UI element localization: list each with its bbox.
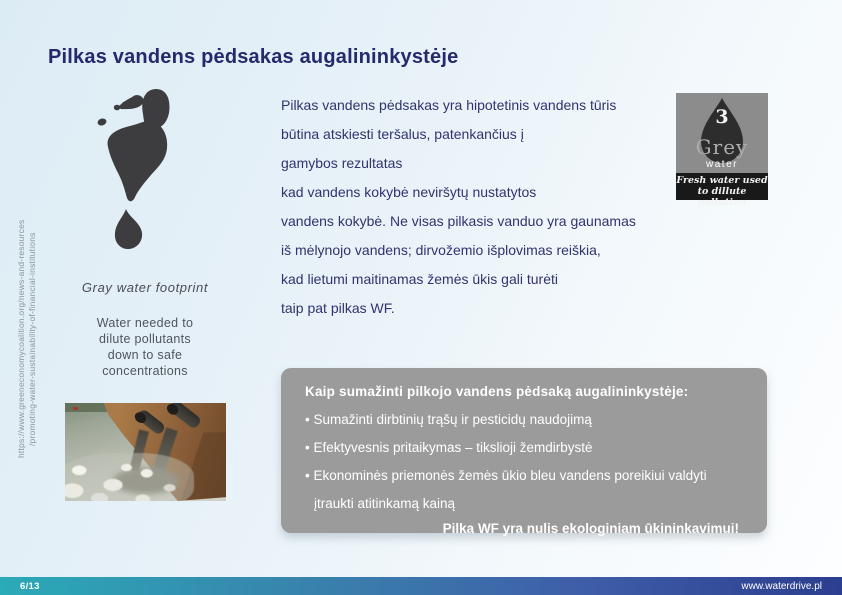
badge-grey-label: Grey	[695, 135, 749, 159]
paragraph-line: iš mėlynojo vandens; dirvožemio išplovimas reiškia,	[281, 242, 601, 258]
page-number: 6/13	[20, 580, 40, 592]
dilute-line: down to safe	[107, 348, 183, 362]
tips-bullet: • Sumažinti dirbtinių trąšų ir pesticidų naudojimą	[305, 412, 592, 427]
grey-water-badge-square	[676, 93, 768, 173]
paragraph-line: gamybos rezultatas	[281, 155, 403, 171]
badge-number: 3	[715, 106, 729, 128]
badge-caption-line: Fresh water used	[676, 175, 768, 186]
paragraph-line: Pilkas vandens pėdsakas yra hipotetinis vandens tūris	[281, 97, 617, 113]
footprint-icon	[88, 84, 203, 252]
dilute-line: concentrations	[102, 364, 188, 378]
tips-bullet-continuation: įtraukti atitinkamą kainą	[314, 496, 456, 511]
dilute-line: Water needed to	[96, 316, 194, 330]
badge-caption-line: to dillute pollution	[697, 186, 747, 208]
paragraph-line: vandens kokybė. Ne visas pilkasis vanduo yra gaunamas	[281, 213, 636, 229]
source-url[interactable]	[16, 163, 48, 515]
paragraph-line: taip pat pilkas WF.	[281, 300, 395, 316]
dilute-line: dilute pollutants	[99, 332, 191, 346]
paragraph-line: kad lietumi maitinamas žemės ūkis gali turėti	[281, 271, 558, 287]
tips-highlight: Pilka WF yra nulis ekologiniam ūkininkavimui!	[442, 521, 739, 536]
footer-bar	[0, 577, 842, 595]
dilute-note	[55, 315, 235, 379]
tips-bullet: • Efektyvesnis pritaikymas – tikslioji žemdirbystė	[305, 440, 593, 455]
tips-box-title: Kaip sumažinti pilkojo vandens pėdsaką augalininkystėje:	[305, 384, 689, 399]
source-url-line1: https://www.greeneconomycoalition.org/news-and-resources	[16, 219, 26, 459]
page-title: Pilkas vandens pėdsakas augalininkystėje	[48, 46, 459, 68]
source-url-line2: /promoting-water-sustainability-of-financial-institutions	[27, 232, 37, 446]
footprint-caption: Gray water footprint	[81, 280, 209, 295]
body-paragraph	[281, 91, 681, 323]
badge-water-label: water	[706, 159, 738, 170]
photo-foam	[65, 453, 194, 501]
website-link[interactable]: www.waterdrive.pl	[741, 580, 822, 592]
paragraph-line: būtina atskiesti teršalus, patenkančius į	[281, 126, 524, 142]
grey-water-badge	[676, 93, 768, 208]
badge-caption	[676, 173, 768, 208]
tips-bullet: • Ekonominės priemonės žemės ūkio bleu vandens poreikiui valdyti	[305, 468, 707, 483]
tips-box	[281, 368, 767, 536]
paragraph-line: kad vandens kokybė neviršytų nustatytos	[281, 184, 537, 200]
pollution-photo	[65, 403, 226, 501]
photo-boat	[73, 407, 78, 410]
